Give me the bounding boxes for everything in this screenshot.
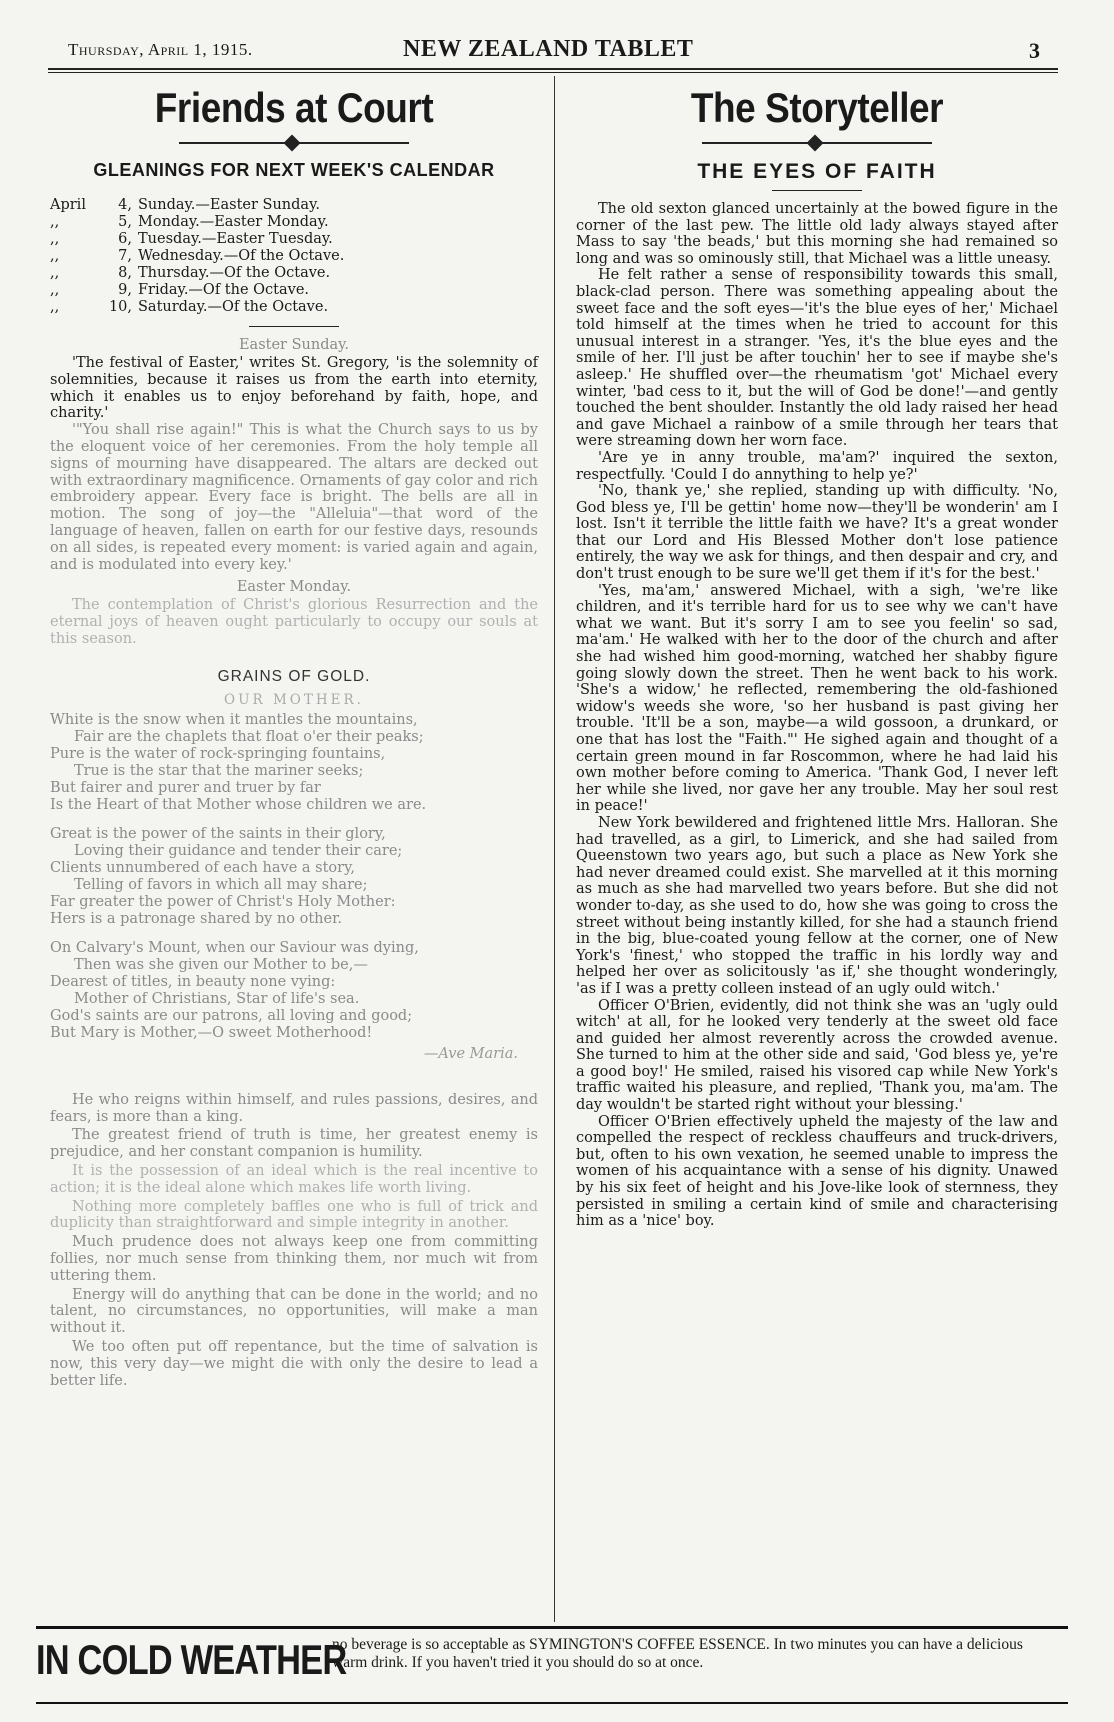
maxim: Energy will do anything that can be done in the world; and no talent, no circumstances, no opportunities, will make a man without it. [50, 1286, 538, 1337]
easter-sunday-paragraph: 'The festival of Easter,' writes St. Gregory, 'is the solemnity of solemnities, because it raises us from the earth into eternity, which it enables us to enjoy beforehand by faith, hope, and charity.' [50, 355, 538, 422]
page-bottom-rule [36, 1702, 1068, 1704]
divider-rule [772, 190, 862, 191]
poem-stanza: White is the snow when it mantles the mountains, Fair are the chaplets that float o'er their peaks; Pure is the water of rock-springing fountains, True is the star that the mariner seeks; But fairer and purer and truer by far Is the Heart of that Mother whose children we are. [50, 711, 427, 813]
calendar-row: ,, 5, Monday.—Easter Monday. [50, 214, 329, 230]
easter-sunday-heading: Easter Sunday. [238, 337, 350, 353]
poem-stanza: On Calvary's Mount, when our Saviour was dying, Then was she given our Mother to be,— Dearest of titles, in beauty none vying: Mother of Christians, Star of life's sea. God's saints are our patrons, all loving and good; But Mary is Mother,—O sweet Motherhood! [50, 939, 419, 1041]
maxim: We too often put off repentance, but the time of salvation is now, this very day—we might die with only the desire to lead a better life. [50, 1338, 538, 1389]
title-ornament [179, 136, 409, 150]
maxim: He who reigns within himself, and rules passions, desires, and fears, is more than a king. [50, 1091, 538, 1125]
story-paragraph: 'Yes, ma'am,' answered Michael, with a sigh, 'we're like children, and it's terrible hard for us to see why we can't have what we want. But it's sorry I am to see you feelin' so sad, ma'am.' He walked with her to the door of the church and after she had wished him good-morning, watched her shabby figure going slowly down the street. Then he went back to his work. 'She's a widow,' he reflected, remembering the old-fashioned widow's weeds she wore, 'so her husband is past giving her trouble. 'It'll be a son, maybe—a wild gossoon, a drunkard, or one that has lost the "Faith."' He sighed again and thought of a certain green mound in far Roscommon, where he had laid his own mother before coming to America. 'Thank God, I never left her while she lived, nor gave her any trouble. May her soul rest in peace!' [576, 582, 1058, 815]
advert-rule [36, 1626, 1068, 1629]
easter-sunday-paragraph: '"You shall rise again!" This is what the Church says to us by the eloquent voice of her ceremonies. From the holy temple all signs of mourning have disappeared. The altars are decked out with extraordinary magnificence. Ornaments of gay color and rich embroidery appear. Every face is bright. The bells are all in motion. The song of joy—the "Alleluia"—that word of the language of heaven, fallen on earth for our festive days, resounds on all sides, is repeated every moment: is varied again and again, and is modulated into every key.' [50, 422, 539, 573]
calendar-row: ,, 6, Tuesday.—Easter Tuesday. [50, 231, 333, 247]
calendar-row: April 4, Sunday.—Easter Sunday. [50, 197, 320, 213]
poem-stanza: Great is the power of the saints in their glory, Loving their guidance and tender their care; Clients unnumbered of each have a story, Telling of favors in which all may share; Far greater the power of Christ's Holy Mother: Hers is a patronage shared by no other. [50, 825, 403, 927]
advertisement [36, 1636, 1068, 1696]
grains-of-gold-heading: GRAINS OF GOLD. [217, 667, 371, 685]
left-column [50, 78, 538, 1391]
easter-monday-heading: Easter Monday. [236, 579, 352, 596]
calendar-row: ,, 8, Thursday.—Of the Octave. [50, 265, 331, 281]
right-column [576, 78, 1058, 1230]
calendar-row: ,, 10, Saturday.—Of the Octave. [50, 299, 329, 315]
maxim: Much prudence does not always keep one from committing follies, nor much sense from thinking them, nor much wit from uttering them. [50, 1234, 538, 1284]
maxims-list [50, 1092, 538, 1390]
story-paragraph: Officer O'Brien effectively upheld the majesty of the law and compelled the respect of reckless chauffeurs and truck-drivers, but, often to his own vexation, he seemed unable to impress the women of his acquaintance with a sense of his dignity. Unawed by his six feet of height and his Jove-like look of sternness, they persisted in smiling a certain kind of smile and characterising him as a 'nice' boy. [576, 1113, 1058, 1230]
maxim: The greatest friend of truth is time, her greatest enemy is prejudice, and her constant companion is humility. [50, 1127, 538, 1161]
calendar-heading: GLEANINGS FOR NEXT WEEK'S CALENDAR [93, 160, 495, 180]
story-paragraph: 'Are ye in anny trouble, ma'am?' inquired the sexton, respectfully. 'Could I do annything to help ye?' [576, 449, 1058, 483]
divider-rule [249, 326, 339, 327]
section-title-friends-at-court: Friends at Court [154, 84, 434, 131]
page-number: 3 [1029, 38, 1040, 63]
story-paragraph: The old sexton glanced uncertainly at the bowed figure in the corner of the last pew. The little old lady always stayed after Mass to say 'the beads,' but this morning she had remained so long and was so ominously still, that Michael was a little uneasy. [576, 201, 1058, 267]
issue-date: Thursday, April 1, 1915. [68, 40, 253, 59]
poem-attribution: —Ave Maria. [423, 1045, 518, 1062]
calendar-list [50, 197, 538, 316]
advert-copy: no beverage is so acceptable as SYMINGTON'S COFFEE ESSENCE. In two minutes you can have a delicious warm drink. If you haven't tried it you should do so at once. [332, 1636, 1023, 1671]
paper-name: NEW ZEALAND TABLET [403, 36, 694, 62]
story-paragraph: Officer O'Brien, evidently, did not think she was an 'ugly ould witch' at all, for he looked very tenderly at the sweet old face and guided her almost reverently across the crowded avenue. She turned to him at the other side and said, 'God bless ye, ye're a good boy!' He smiled, raised his visored cap while New York's traffic waited his pleasure, and replied, 'Thank you, ma'am. The day wouldn't be started right without your blessing.' [576, 997, 1058, 1114]
maxim: Nothing more completely baffles one who is full of trick and duplicity than straightforward and simple integrity in another. [50, 1198, 538, 1232]
title-ornament [702, 136, 932, 150]
column-divider [554, 76, 555, 1622]
masthead-rule [48, 68, 1058, 73]
story-paragraph: 'No, thank ye,' she replied, standing up with difficulty. 'No, God bless ye, I'll be gettin' home now—they'll be wonderin' am I lost. Isn't it terrible the little faith we have? It's a great wonder that our Lord and His Blessed Mother don't lose patience entirely, the way we ask for things, and then despair and cry, and don't trust enough to be sure we'll get them if it's for the best.' [576, 483, 1058, 583]
advert-headline: IN COLD WEATHER [36, 1636, 347, 1683]
maxim: It is the possession of an ideal which is the real incentive to action; it is the ideal alone which makes life worth living. [50, 1162, 538, 1196]
section-title-storyteller: The Storyteller [690, 84, 944, 131]
calendar-row: ,, 7, Wednesday.—Of the Octave. [50, 248, 345, 264]
story-paragraph: He felt rather a sense of responsibility towards this small, black-clad person. There was something appealing about the sweet face and the soft eyes—'it's the blue eyes of her,' Michael told himself at the times when he tried to account for this unusual interest in a stranger. 'Yes, it's the blue eyes and the smile of her. I'll just be after touchin' her to see if maybe she's asleep.' He shuffled over—the rheumatism 'got' Michael every winter, 'bad cess to it, but the will of God be done!'—and gently touched the bent shoulder. Instantly the old lady raised her head and gave Michael a rainbow of a smile through her tears that were streaming down her worn face. [576, 267, 1058, 450]
story-paragraph: New York bewildered and frightened little Mrs. Halloran. She had travelled, as a girl, to Limerick, and she had sailed from Queenstown two years ago, but such a place as New York she had never dreamed could exist. She marvelled at it this morning as much as she had marvelled two years before. But she did not wonder to-day, as she used to do, how she was going to cross the street without being instantly killed, for she had a staunch friend in the big, blue-coated young fellow at the corner, one of New York's 'finest,' who stopped the traffic in his lordly way and helped her over as solicitously 'as if,' she thought wonderingly, 'as if I was a pretty colleen instead of an ugly ould witch.' [576, 814, 1058, 997]
easter-monday-paragraph: The contemplation of Christ's glorious Resurrection and the eternal joys of heaven ought particularly to occupy our souls at this season. [50, 597, 538, 647]
calendar-row: ,, 9, Friday.—Of the Octave. [50, 282, 310, 298]
story-title: THE EYES OF FAITH [697, 160, 937, 183]
masthead [48, 36, 1058, 70]
poem-title: OUR MOTHER. [224, 691, 364, 708]
